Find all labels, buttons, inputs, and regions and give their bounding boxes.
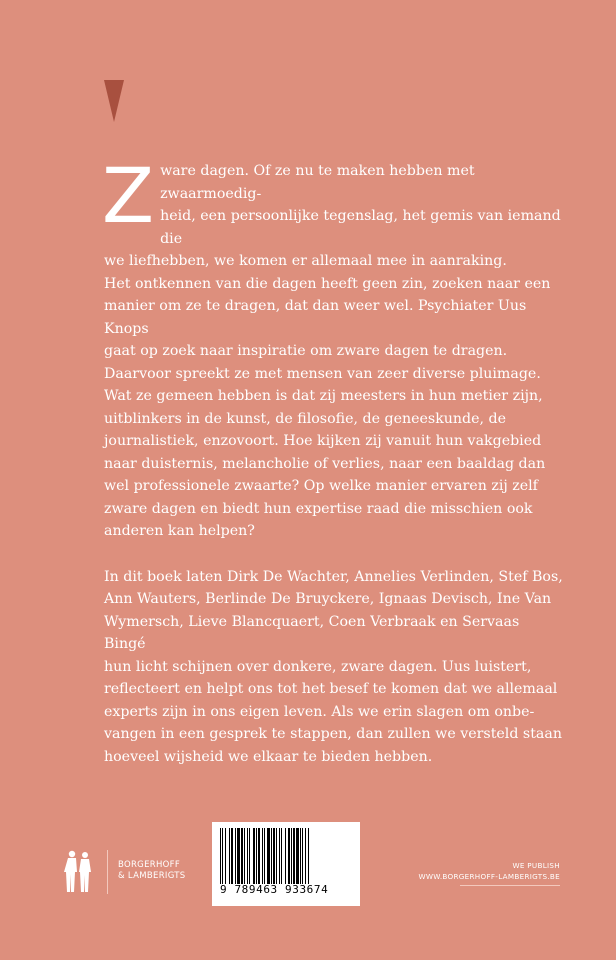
p1-line: anderen kan helpen? — [104, 523, 255, 539]
dropcap: Z — [102, 151, 155, 240]
triangle-down-icon — [104, 80, 124, 122]
isbn-number: 9 789463 933674 — [220, 883, 329, 896]
p1-line: heid, een persoonlijke tegenslag, het gemis van iemand die — [160, 208, 561, 247]
barcode-bars — [220, 828, 352, 884]
p2-line: hoeveel wijsheid we elkaar te bieden hebben. — [104, 748, 433, 765]
publisher-line-1: BORGERHOFF — [118, 860, 181, 870]
p1-line: ware dagen. Of ze nu te maken hebben met zwaarmoedig- — [160, 163, 475, 202]
p1-line: manier om ze te dragen, dat dan weer wel. Psychiater Uus Knops — [104, 298, 527, 337]
slogan-line-1: WE PUBLISH — [512, 861, 560, 870]
p2-line: vangen in een gesprek te stappen, dan zullen we versteld staan — [104, 726, 562, 742]
p1-line: gaat op zoek naar inspiratie om zware dagen te dragen. — [104, 343, 508, 359]
p2-line: Wymersch, Lieve Blancquaert, Coen Verbraak en Servaas Bingé — [104, 613, 520, 652]
slogan-divider — [460, 885, 560, 886]
p2-line: reflecteert en helpt ons tot het besef te komen dat we allemaal — [104, 681, 558, 697]
barcode — [212, 822, 360, 906]
paragraph-2 — [104, 566, 564, 769]
p1-line: uitblinkers in de kunst, de filosofie, de geneeskunde, de — [104, 410, 507, 427]
p1-line: we liefhebben, we komen er allemaal mee in aanraking. — [104, 253, 507, 269]
p1-line: naar duisternis, melancholie of verlies, naar een baaldag dan — [104, 455, 546, 472]
p2-line: hun licht schijnen over donkere, zware dagen. Uus luistert, — [104, 658, 532, 675]
slogan — [418, 860, 560, 882]
p1-line: Daarvoor spreekt ze met mensen van zeer diverse pluimage. — [104, 365, 541, 382]
p1-line: Wat ze gemeen hebben is dat zij meesters in hun metier zijn, — [104, 388, 543, 404]
paragraph-1 — [102, 151, 564, 543]
logo-divider — [107, 850, 108, 894]
publisher-website: WWW.BORGERHOFF-LAMBERIGTS.BE — [418, 872, 560, 881]
p2-line: In dit boek laten Dirk De Wachter, Annelies Verlinden, Stef Bos, — [104, 568, 563, 585]
two-figures-logo-icon — [62, 850, 96, 894]
p2-line: experts zijn in ons eigen leven. Als we erin slagen om onbe- — [104, 703, 535, 720]
publisher-name — [118, 860, 186, 882]
publisher-line-2: & LAMBERIGTS — [118, 871, 186, 881]
back-cover-blurb — [102, 151, 564, 768]
p1-line: wel professionele zwaarte? Op welke manier ervaren zij zelf — [104, 478, 538, 494]
p1-line: journalistiek, enzovoort. Hoe kijken zij vanuit hun vakgebied — [104, 433, 542, 449]
p2-line: Ann Wauters, Berlinde De Bruyckere, Ignaas Devisch, Ine Van — [104, 591, 552, 607]
p1-line: zware dagen en biedt hun expertise raad die misschien ook — [104, 500, 533, 517]
p1-line: Het ontkennen van die dagen heeft geen zin, zoeken naar een — [104, 275, 551, 292]
